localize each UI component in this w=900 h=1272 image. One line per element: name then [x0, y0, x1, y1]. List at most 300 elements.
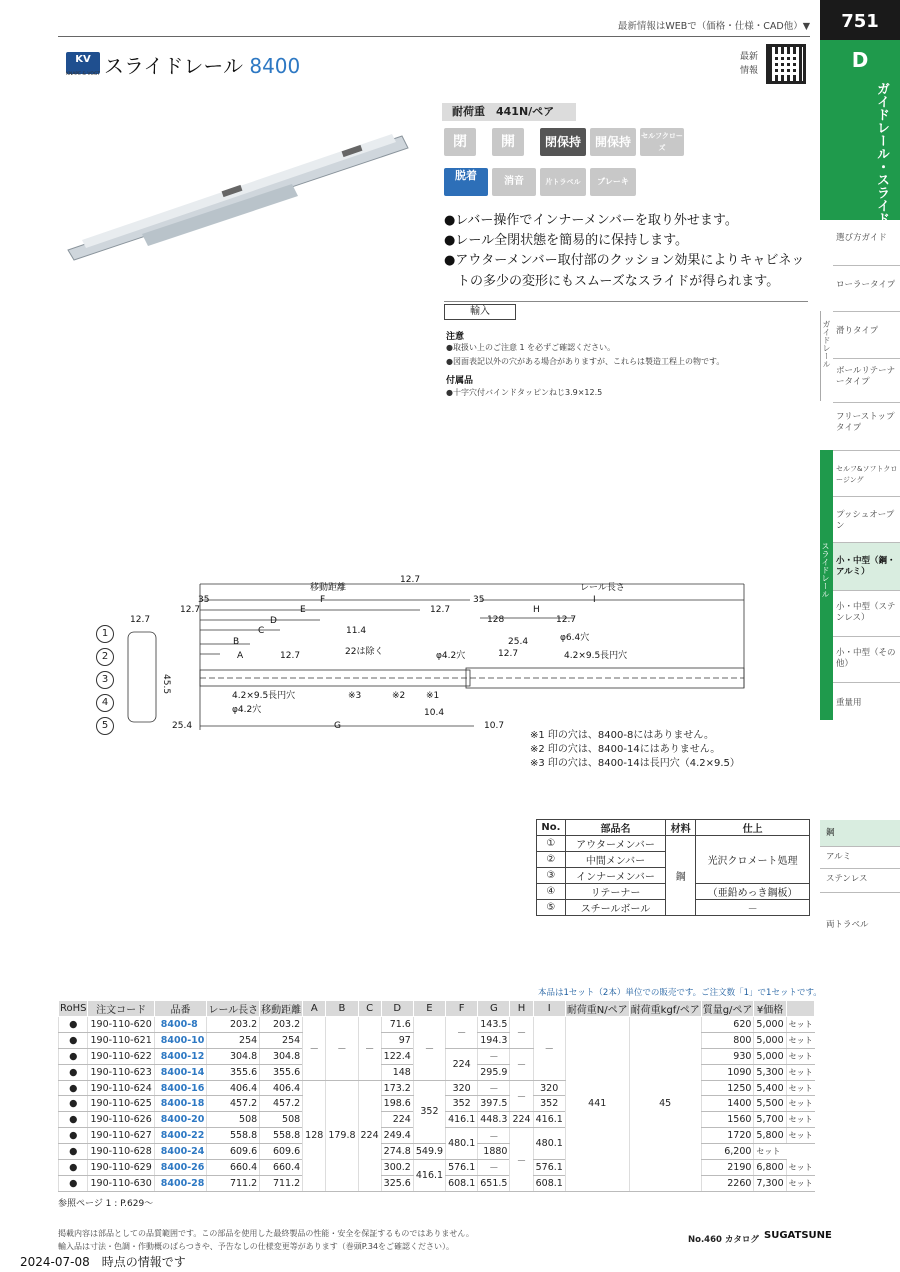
parts-header: No.: [537, 820, 566, 836]
order-code[interactable]: 190-110-630: [88, 1175, 154, 1191]
info-date: 2024-07-08 時点の情報です: [20, 1255, 186, 1269]
sidebar-divider: [833, 636, 900, 637]
load-capacity-label: 耐荷重 441N/ペア: [442, 103, 576, 121]
rail-length: 203.2: [207, 1017, 260, 1033]
order-code[interactable]: 190-110-625: [88, 1096, 154, 1112]
dim-label: φ6.4穴: [560, 633, 590, 643]
footer-disclaimer: 掲載内容は部品としての品質範囲です。この部品を使用した最終製品の性能・安全を保証するものではありません。: [58, 1229, 474, 1238]
cell-d: 97: [381, 1032, 413, 1048]
rohs-mark: ●: [59, 1144, 88, 1160]
cell-e: 352: [413, 1080, 445, 1144]
order-code[interactable]: 190-110-623: [88, 1064, 154, 1080]
cell-price: 7,300: [754, 1175, 786, 1191]
title-model: 8400: [249, 54, 301, 78]
travel: 558.8: [260, 1128, 303, 1144]
cell-g: 651.5: [478, 1175, 510, 1191]
sidebar-item-heavy[interactable]: 重量用: [836, 698, 862, 708]
dim-label: 12.7: [280, 651, 301, 661]
col-c: C: [358, 1001, 381, 1017]
cell-mass: 1250: [701, 1080, 754, 1096]
travel: 711.2: [260, 1175, 303, 1191]
import-badge: 輸入: [444, 304, 516, 320]
sale-unit-note: 本品は1セット（2本）単位での販売です。ご注文数「1」で1セットです。: [538, 988, 822, 998]
cell-f: 320: [446, 1080, 478, 1096]
dim-label: I: [593, 595, 596, 605]
material-divider: [820, 846, 900, 847]
rail-length: 609.6: [207, 1144, 260, 1160]
material-divider: [820, 892, 900, 893]
cell-mass: 1400: [701, 1096, 754, 1112]
travel: 203.2: [260, 1017, 303, 1033]
cell-d: 224: [381, 1112, 413, 1128]
drawing-note: ※2 印の穴は、8400-14にはありません。: [530, 744, 721, 755]
caution-line: ●図面表記以外の穴がある場合がありますが、これらは製造工程上の物です。: [446, 357, 725, 366]
cell-price: 6,800: [754, 1160, 786, 1176]
cell-b: －: [326, 1017, 358, 1081]
cell-f: 416.1: [446, 1112, 478, 1128]
brand-logo-text: KNAPE & VOGT: [66, 72, 100, 77]
parts-table: [536, 819, 810, 916]
caution-title: 注意: [446, 332, 465, 342]
feature-line: ●レバー操作でインナーメンバーを取り外せます。: [444, 213, 738, 228]
dim-label: ※1: [426, 691, 440, 701]
rohs-mark: ●: [59, 1112, 88, 1128]
col-order-code: 注文コード: [88, 1001, 154, 1017]
qr-code-icon[interactable]: [766, 44, 806, 84]
cell-unit: セット: [754, 1144, 786, 1160]
cell-f: 352: [446, 1096, 478, 1112]
cell-h: 224: [510, 1112, 533, 1128]
cell-d: 71.6: [381, 1017, 413, 1033]
sidebar-category: ガイドレール・スライドレール: [874, 82, 889, 264]
brand-name: SUGATSUNE: [764, 1230, 832, 1241]
dim-label: 25.4: [508, 637, 529, 647]
cell-a: －: [303, 1017, 326, 1081]
table-header-row: [59, 1001, 815, 1017]
part-number-marker: 4: [96, 694, 114, 712]
rail-length: 711.2: [207, 1175, 260, 1191]
cell-h: －: [510, 1048, 533, 1080]
sidebar-item-guide[interactable]: 選び方ガイド: [836, 233, 887, 243]
cell-i: 416.1: [533, 1112, 565, 1128]
dim-label: 12.7: [430, 605, 451, 615]
cell-d: 249.4: [381, 1128, 413, 1144]
dim-label: 10.4: [424, 708, 445, 718]
col-mass: 質量g/ペア: [701, 1001, 754, 1017]
order-code[interactable]: 190-110-624: [88, 1080, 154, 1096]
dim-label: A: [237, 651, 244, 661]
sidebar-item-small-other[interactable]: 小・中型（その他）: [836, 648, 896, 669]
feature-line: ●アウターメンバー取付部のクッション効果によりキャビネッ: [444, 253, 805, 268]
dim-label: 12.7: [400, 575, 421, 585]
cell-e: 416.1: [413, 1160, 445, 1192]
sidebar-group-slide: スライドレール: [821, 542, 830, 598]
cell-d: 198.6: [381, 1096, 413, 1112]
accessory-line: ●十字穴付バインドタッピンねじ3.9×12.5: [446, 388, 603, 397]
parts-no: ③: [537, 868, 566, 884]
parts-material: 鋼: [666, 836, 696, 916]
cell-mass: 620: [701, 1017, 754, 1033]
feature-line: ●レール全閉状態を簡易的に保持します。: [444, 233, 689, 248]
cell-h: －: [510, 1080, 533, 1112]
parts-header-row: [537, 820, 810, 836]
parts-name: リテーナー: [565, 884, 665, 900]
model-link[interactable]: 8400-12: [154, 1048, 207, 1064]
cell-e: －: [413, 1017, 445, 1081]
travel: 406.4: [260, 1080, 303, 1096]
order-code[interactable]: 190-110-628: [88, 1144, 154, 1160]
feature-line: トの多少の変形にもスムーズなスライドが得られます。: [444, 274, 780, 289]
single-travel-icon: 片トラベル: [540, 168, 586, 196]
model-link[interactable]: 8400-22: [154, 1128, 207, 1144]
cell-unit: セット: [786, 1175, 815, 1191]
dim-label: 25.4: [172, 721, 193, 731]
col-h: H: [510, 1001, 533, 1017]
dim-label: C: [258, 626, 265, 636]
col-i: I: [533, 1001, 565, 1017]
travel: 457.2: [260, 1096, 303, 1112]
cell-i: 608.1: [533, 1175, 565, 1191]
rail-length: 406.4: [207, 1080, 260, 1096]
cell-mass: 2190: [701, 1160, 754, 1176]
cell-unit: セット: [786, 1112, 815, 1128]
order-code[interactable]: 190-110-627: [88, 1128, 154, 1144]
drawing-note: ※3 印の穴は、8400-14は長円穴（4.2×9.5）: [530, 758, 740, 769]
travel: 609.6: [260, 1144, 303, 1160]
part-number-marker: 3: [96, 671, 114, 689]
travel: 660.4: [260, 1160, 303, 1176]
order-code[interactable]: 190-110-622: [88, 1048, 154, 1064]
cell-price: 5,000: [754, 1017, 786, 1033]
col-e: E: [413, 1001, 445, 1017]
parts-no: ②: [537, 852, 566, 868]
cell-h: －: [510, 1128, 533, 1192]
rohs-mark: ●: [59, 1048, 88, 1064]
cell-unit: セット: [786, 1048, 815, 1064]
product-rail-image: [62, 122, 422, 262]
close-feature-icon: 閉: [444, 128, 476, 156]
dim-label: 4.2×9.5長円穴: [232, 691, 296, 701]
rohs-mark: ●: [59, 1017, 88, 1033]
parts-finish: 光沢クロメート処理: [696, 836, 810, 884]
parts-header: 部品名: [565, 820, 665, 836]
cell-g: －: [478, 1048, 510, 1064]
newest-info-label: 最新 情報: [740, 52, 759, 76]
cell-d: 274.8: [381, 1144, 413, 1160]
dim-label: 12.7: [180, 605, 201, 615]
brake-icon: ブレーキ: [590, 168, 636, 196]
dim-label: 12.7: [130, 615, 151, 625]
col-load-kgf: 耐荷重kgf/ペア: [629, 1001, 701, 1017]
cell-d: 173.2: [381, 1080, 413, 1096]
rail-length: 254: [207, 1032, 260, 1048]
model-link[interactable]: 8400-8: [154, 1017, 207, 1033]
table-row: [59, 1080, 815, 1096]
dim-label: 128: [487, 615, 505, 625]
cell-load-n: 441: [565, 1017, 629, 1192]
parts-finish: （亜鉛めっき鋼板）: [696, 884, 810, 900]
model-link[interactable]: 8400-26: [154, 1160, 207, 1176]
dim-label: 10.7: [484, 721, 505, 731]
parts-header: 材料: [666, 820, 696, 836]
detach-icon: 脱着: [444, 168, 488, 196]
cell-i: －: [533, 1017, 565, 1081]
order-code[interactable]: 190-110-620: [88, 1017, 154, 1033]
rohs-mark: ●: [59, 1160, 88, 1176]
col-unit: [786, 1001, 815, 1017]
col-price: ¥価格: [754, 1001, 786, 1017]
cell-mass: 800: [701, 1032, 754, 1048]
order-code[interactable]: 190-110-621: [88, 1032, 154, 1048]
sidebar-divider: [833, 450, 900, 451]
cell-d: 300.2: [381, 1160, 413, 1176]
cell-unit: セット: [786, 1064, 815, 1080]
model-link[interactable]: 8400-10: [154, 1032, 207, 1048]
cell-mass: 1880: [478, 1144, 510, 1160]
specs-divider: [444, 301, 808, 302]
parts-finish: －: [696, 900, 810, 916]
cell-i: 576.1: [533, 1160, 565, 1176]
cell-a: 128: [303, 1080, 326, 1191]
rail-length: 304.8: [207, 1048, 260, 1064]
page-title: [104, 50, 300, 79]
dim-label: φ4.2穴: [436, 651, 466, 661]
col-d: D: [381, 1001, 413, 1017]
parts-name: 中間メンバー: [565, 852, 665, 868]
model-link[interactable]: 8400-24: [154, 1144, 207, 1160]
cell-g: 549.9: [413, 1144, 445, 1160]
dim-label: 移動距離: [310, 583, 347, 593]
sidebar-divider: [833, 358, 900, 359]
drawing-cross-section: [128, 632, 156, 722]
cell-b: 179.8: [326, 1080, 358, 1191]
self-close-icon: セルフクローズ: [640, 128, 684, 156]
dim-label: φ4.2穴: [232, 705, 262, 715]
col-model: 品番: [154, 1001, 207, 1017]
cell-unit: セット: [786, 1032, 815, 1048]
sidebar-divider: [833, 682, 900, 683]
cell-price: 5,400: [754, 1080, 786, 1096]
cell-f: 480.1: [446, 1128, 478, 1160]
sidebar-item-selfclose[interactable]: セルフ&ソフトクロージング: [836, 465, 898, 484]
sidebar-item-small-steel[interactable]: 小・中型（鋼・アルミ）: [836, 556, 896, 577]
open-feature-icon: 開: [492, 128, 524, 156]
parts-no: ④: [537, 884, 566, 900]
material-aluminum[interactable]: アルミ: [826, 852, 852, 862]
dim-label: 11.4: [346, 626, 367, 636]
cell-unit: セット: [786, 1080, 815, 1096]
cell-mass: 1560: [701, 1112, 754, 1128]
material-steel[interactable]: 鋼: [826, 828, 835, 838]
rail-length: 558.8: [207, 1128, 260, 1144]
travel: 355.6: [260, 1064, 303, 1080]
dim-label: H: [533, 605, 540, 615]
header-rule: [58, 36, 810, 37]
page-number: 751: [820, 0, 900, 40]
rohs-mark: ●: [59, 1128, 88, 1144]
cell-c: 224: [358, 1080, 381, 1191]
order-code[interactable]: 190-110-626: [88, 1112, 154, 1128]
cell-f: 576.1: [446, 1160, 478, 1176]
col-a: A: [303, 1001, 326, 1017]
dim-label: 12.7: [556, 615, 577, 625]
model-link[interactable]: 8400-28: [154, 1175, 207, 1191]
travel: 254: [260, 1032, 303, 1048]
material-divider: [820, 868, 900, 869]
cell-i: 352: [533, 1096, 565, 1112]
dim-label: 12.7: [498, 649, 519, 659]
travel: 304.8: [260, 1048, 303, 1064]
col-b: B: [326, 1001, 358, 1017]
cell-d: 325.6: [381, 1175, 413, 1191]
table-row: [59, 1017, 815, 1033]
close-hold-icon: 閉保持: [540, 128, 586, 156]
brand-logo: KV: [66, 52, 100, 74]
parts-no: ⑤: [537, 900, 566, 916]
cell-price: 6,200: [701, 1144, 754, 1160]
cell-unit: セット: [786, 1096, 815, 1112]
cell-mass: 2260: [701, 1175, 754, 1191]
model-link[interactable]: 8400-18: [154, 1096, 207, 1112]
sidebar-divider: [833, 402, 900, 403]
parts-row: [537, 836, 810, 852]
col-g: G: [478, 1001, 510, 1017]
dimension-drawing: [90, 570, 750, 740]
cell-g: －: [478, 1128, 510, 1144]
cell-price: 5,000: [754, 1048, 786, 1064]
parts-name: スチールボール: [565, 900, 665, 916]
rail-length: 660.4: [207, 1160, 260, 1176]
drawing-note: ※1 印の穴は、8400-8にはありません。: [530, 730, 714, 741]
cell-mass: 1090: [701, 1064, 754, 1080]
cell-i: 320: [533, 1080, 565, 1096]
product-table: [58, 1000, 815, 1192]
catalog-number: No.460 カタログ: [688, 1235, 759, 1245]
table-row: [59, 1160, 815, 1176]
rohs-mark: ●: [59, 1064, 88, 1080]
cell-price: 5,800: [754, 1128, 786, 1144]
part-number-marker: 1: [96, 625, 114, 643]
rohs-mark: ●: [59, 1080, 88, 1096]
cell-h: －: [510, 1017, 533, 1049]
sidebar-letter: D: [851, 48, 869, 72]
sidebar-item-slide[interactable]: 滑りタイプ: [836, 326, 879, 336]
parts-name: インナーメンバー: [565, 868, 665, 884]
cell-unit: セット: [786, 1017, 815, 1033]
sidebar-item-freestop[interactable]: フリーストップタイプ: [836, 412, 895, 433]
cell-price: 5,000: [754, 1032, 786, 1048]
col-travel: 移動距離: [260, 1001, 303, 1017]
sidebar-divider: [833, 265, 900, 266]
dim-label: D: [270, 616, 277, 626]
sidebar-divider: [833, 311, 900, 312]
caution-line[interactable]: ●取扱い上のご注意 1 を必ずご確認ください。: [446, 343, 616, 352]
rohs-mark: ●: [59, 1175, 88, 1191]
travel: 508: [260, 1112, 303, 1128]
model-link[interactable]: 8400-16: [154, 1080, 207, 1096]
table-row: [59, 1144, 815, 1160]
cell-g: 397.5: [478, 1096, 510, 1112]
dim-label: 35: [473, 595, 485, 605]
material-two-travel[interactable]: 両トラベル: [826, 920, 869, 930]
sidebar-item-push[interactable]: プッシュオープン: [836, 510, 895, 531]
rohs-mark: ●: [59, 1032, 88, 1048]
cell-g: －: [478, 1080, 510, 1096]
cell-c: －: [358, 1017, 381, 1081]
dim-label: ※2: [392, 691, 406, 701]
model-link[interactable]: 8400-14: [154, 1064, 207, 1080]
part-number-marker: 2: [96, 648, 114, 666]
silent-icon: 消音: [492, 168, 536, 196]
cell-g: 143.5: [478, 1017, 510, 1033]
rail-length: 457.2: [207, 1096, 260, 1112]
dim-label: E: [300, 605, 306, 615]
parts-name: アウターメンバー: [565, 836, 665, 852]
sidebar-divider: [833, 496, 900, 497]
dim-label: G: [334, 721, 341, 731]
col-load-n: 耐荷重N/ペア: [565, 1001, 629, 1017]
cell-f: －: [446, 1017, 478, 1049]
sidebar-item-small-stainless[interactable]: 小・中型（ステンレス）: [836, 602, 896, 623]
cell-g: 448.3: [478, 1112, 510, 1128]
web-info-note[interactable]: 最新情報はWEBで（価格・仕様・CAD他）▼: [617, 21, 810, 32]
sidebar-item-ball[interactable]: ボールリテーナータイプ: [836, 366, 896, 387]
dim-label: 22は除く: [345, 647, 384, 657]
parts-no: ①: [537, 836, 566, 852]
sidebar-item-roller[interactable]: ローラータイプ: [836, 280, 896, 290]
cell-d: 122.4: [381, 1048, 413, 1064]
dim-label: ※3: [348, 691, 362, 701]
dim-label: F: [320, 595, 326, 605]
cell-g: 295.9: [478, 1064, 510, 1080]
rail-length: 355.6: [207, 1064, 260, 1080]
open-hold-icon: 開保持: [590, 128, 636, 156]
cell-unit: セット: [786, 1160, 815, 1176]
cell-g: 194.3: [478, 1032, 510, 1048]
cell-g: －: [478, 1160, 510, 1176]
sidebar-divider: [833, 590, 900, 591]
part-number-marker: 5: [96, 717, 114, 735]
cell-d: 148: [381, 1064, 413, 1080]
cell-unit: セット: [786, 1128, 815, 1144]
col-rail-length: レール長さ: [207, 1001, 260, 1017]
dim-label: 45.5: [161, 674, 171, 695]
cell-load-kgf: 45: [629, 1017, 701, 1192]
cell-price: 5,500: [754, 1096, 786, 1112]
accessory-title: 付属品: [446, 376, 474, 386]
rail-length: 508: [207, 1112, 260, 1128]
title-text: スライドレール: [104, 54, 243, 78]
dim-label: 4.2×9.5長円穴: [564, 651, 628, 661]
reference-page[interactable]: 参照ページ 1 : P.629～: [58, 1199, 154, 1209]
cell-f: 608.1: [446, 1175, 478, 1191]
order-code[interactable]: 190-110-629: [88, 1160, 154, 1176]
cell-price: 5,700: [754, 1112, 786, 1128]
col-f: F: [446, 1001, 478, 1017]
cell-mass: 1720: [701, 1128, 754, 1144]
cell-mass: 930: [701, 1048, 754, 1064]
col-rohs: RoHS: [59, 1001, 88, 1017]
cell-i: 480.1: [533, 1128, 565, 1160]
cell-price: 5,300: [754, 1064, 786, 1080]
rohs-mark: ●: [59, 1096, 88, 1112]
sidebar-group-guide: ガイドレール: [822, 320, 831, 368]
sidebar-divider: [833, 542, 900, 543]
model-link[interactable]: 8400-20: [154, 1112, 207, 1128]
parts-header: 仕上: [696, 820, 810, 836]
material-stainless[interactable]: ステンレス: [826, 874, 868, 884]
dim-label: 35: [198, 595, 210, 605]
